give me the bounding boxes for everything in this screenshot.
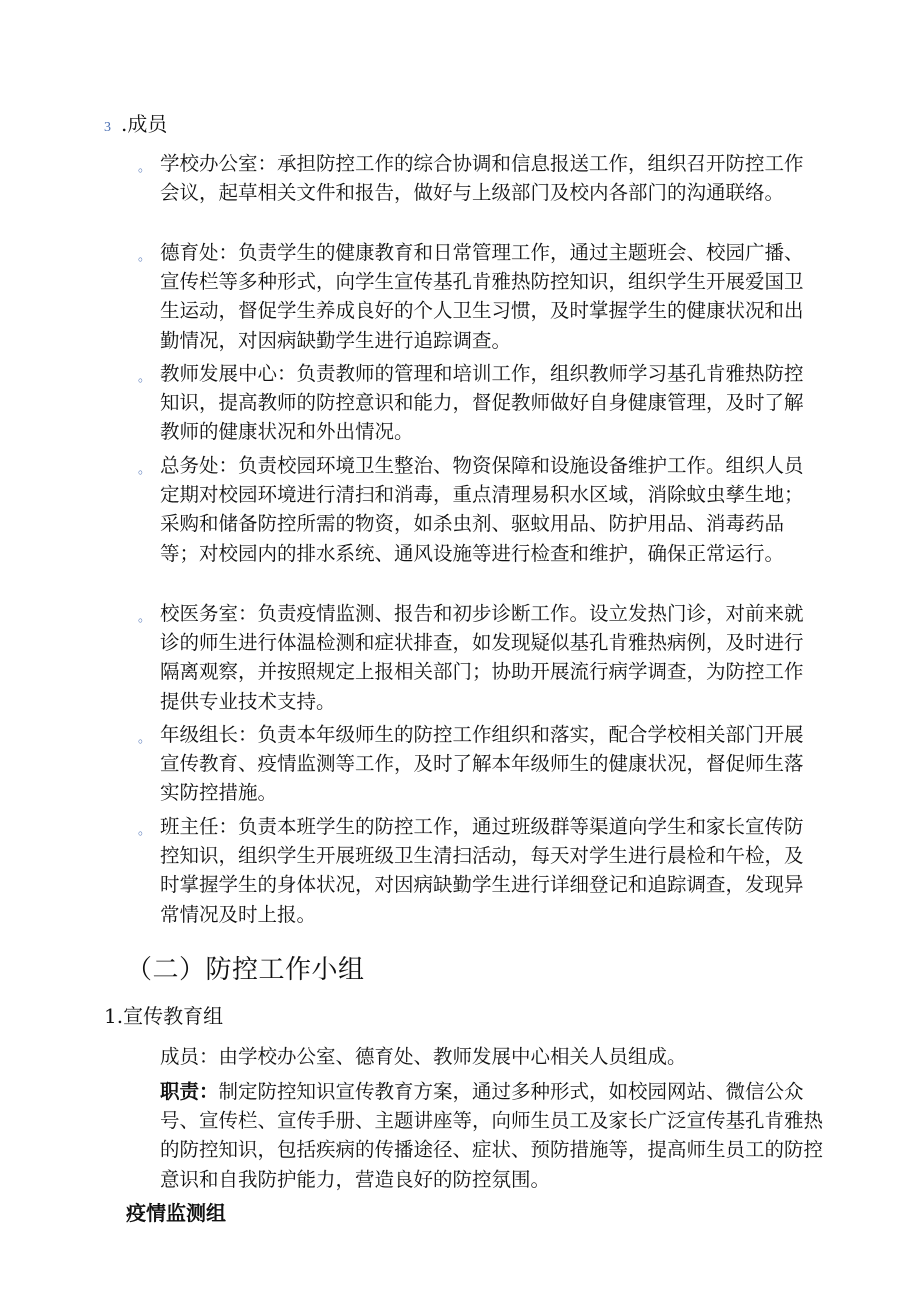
group-2-heading: 疫情监测组: [126, 1201, 226, 1225]
group-1-heading: 1.宣传教育组: [104, 1004, 224, 1028]
duty-label: 职责：: [160, 1080, 219, 1103]
bullet-icon: 。: [138, 370, 152, 385]
duty-text: 制定防控知识宣传教育方案，通过多种形式，如校园网站、微信公众号、宣传栏、宣传手册、主题讲座等，向师生员工及家长广泛宣传基孔肯雅热的防控知识，包括疾病的传播途径、症状、预防措施等，提高师生员工的防控意识和自我防护能力，营造良好的防控氛围。: [160, 1080, 824, 1191]
bullet-icon: 。: [138, 249, 152, 264]
section-3-heading: [104, 111, 167, 141]
bullet-icon: 。: [138, 610, 152, 625]
member-text: 教师发展中心：负责教师的管理和培训工作，组织教师学习基孔肯雅热防控知识，提高教师的防控意识和能力，督促教师做好自身健康管理，及时了解教师的健康状况和外出情况。: [160, 362, 804, 444]
group-1-duty: [160, 1077, 824, 1194]
member-text: 年级组长：负责本年级师生的防控工作组织和落实，配合学校相关部门开展宣传教育、疫情监测等工作，及时了解本年级师生的健康状况，督促师生落实防控措施。: [160, 723, 804, 805]
section-number: 3: [104, 120, 111, 135]
section-2-heading: （二）防控工作小组: [126, 955, 365, 985]
bullet-icon: 。: [138, 160, 152, 175]
bullet-icon: 。: [138, 462, 152, 477]
member-text: 校医务室：负责疫情监测、报告和初步诊断工作。设立发热门诊，对前来就诊的师生进行体温检测和症状排查，如发现疑似基孔肯雅热病例，及时进行隔离观察，并按照规定上报相关部门；协助开展流行病学调查，为防控工作提供专业技术支持。: [160, 602, 804, 713]
section-title: .成员: [121, 112, 168, 136]
member-text: 学校办公室：承担防控工作的综合协调和信息报送工作，组织召开防控工作会议，起草相关文件和报告，做好与上级部门及校内各部门的沟通联络。: [160, 152, 804, 205]
bullet-icon: 。: [138, 731, 152, 746]
member-text: 总务处：负责校园环境卫生整治、物资保障和设施设备维护工作。组织人员定期对校园环境进行清扫和消毒，重点清理易积水区域，消除蚊虫孳生地；采购和储备防控所需的物资，如杀虫剂、驱蚊用品、防护用品、消毒药品等；对校园内的排水系统、通风设施等进行检查和维护，确保正常运行。: [160, 454, 804, 565]
member-text: 班主任：负责本班学生的防控工作，通过班级群等渠道向学生和家长宣传防控知识，组织学生开展班级卫生清扫活动，每天对学生进行晨检和午检，及时掌握学生的身体状况，对因病缺勤学生进行详细登记和追踪调查，发现异常情况及时上报。: [160, 815, 804, 926]
group-1-members: 成员：由学校办公室、德育处、教师发展中心相关人员组成。: [160, 1045, 687, 1068]
member-text: 德育处：负责学生的健康教育和日常管理工作，通过主题班会、校园广播、宣传栏等多种形式，向学生宣传基孔肯雅热防控知识，组织学生开展爱国卫生运动，督促学生养成良好的个人卫生习惯，及时掌握学生的健康状况和出勤情况，对因病缺勤学生进行追踪调查。: [160, 241, 804, 352]
bullet-icon: 。: [138, 823, 152, 838]
